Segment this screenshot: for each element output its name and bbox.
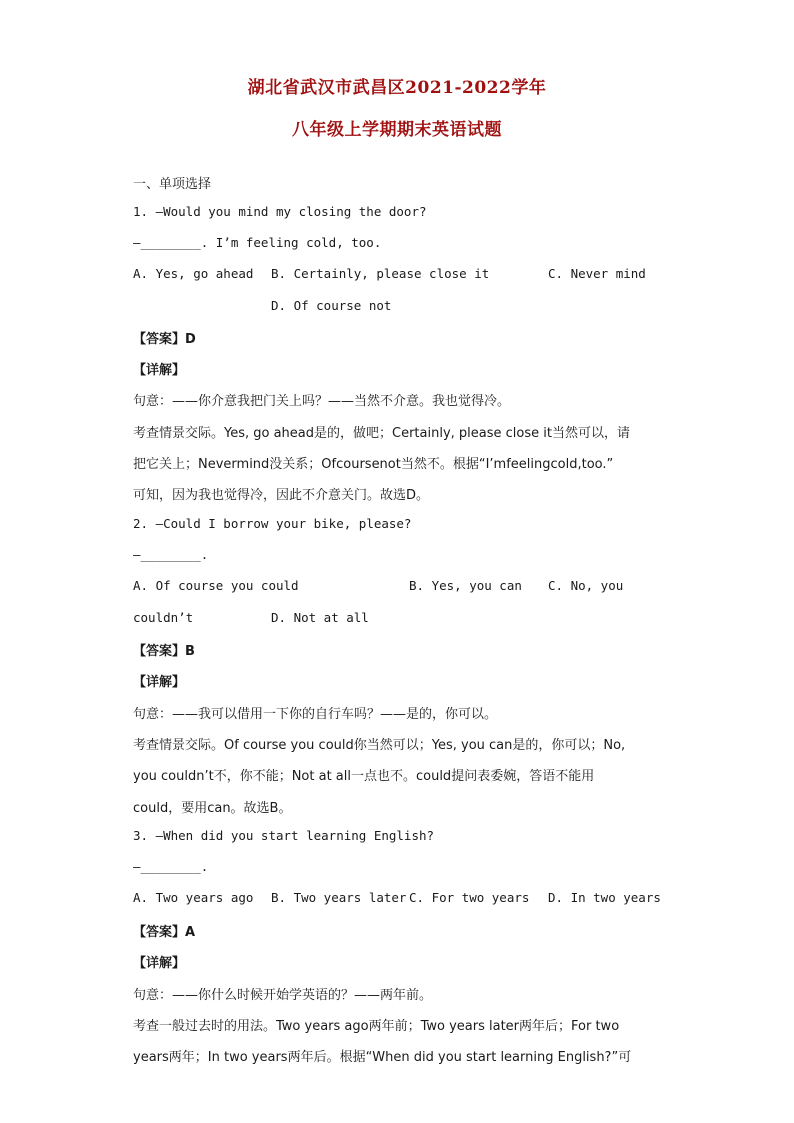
section-heading: 一、单项选择 xyxy=(133,177,212,192)
q2-answer: 【答案】B xyxy=(133,644,195,659)
q2-analysis-line: 考查情景交际。Of course you could你当然可以；Yes, you can是的，你可以；No, xyxy=(133,738,626,753)
q3-option-d: D. In two years xyxy=(548,890,661,905)
q1-analysis-line: 可知，因为我也觉得冷，因此不介意关门。故选D。 xyxy=(133,488,430,503)
document-title-line2: 八年级上学期期末英语试题 xyxy=(292,120,502,140)
q1-analysis-line: 考查情景交际。Yes, go ahead是的，做吧；Certainly, please close it当然可以，请 xyxy=(133,426,630,441)
q2-blank: —________. xyxy=(133,547,209,562)
q3-stem: 3. —When did you start learning English? xyxy=(133,828,435,843)
q2-stem: 2. —Could I borrow your bike, please? xyxy=(133,516,412,531)
q1-analysis-line: 把它关上；Nevermind没关系；Ofcoursenot当然不。根据“I’mfeelingcold,too.” xyxy=(133,457,614,472)
q3-option-b: B. Two years later xyxy=(271,890,407,905)
q2-analysis-line: you couldn’t不，你不能；Not at all一点也不。could提问表委婉，答语不能用 xyxy=(133,769,595,784)
q2-option-c: C. No, you xyxy=(548,578,624,593)
document-title-line1: 湖北省武汉市武昌区2021-2022学年 xyxy=(247,78,547,98)
q3-answer: 【答案】A xyxy=(133,925,196,940)
q2-option-c-cont: couldn’t xyxy=(133,610,194,625)
q1-stem: 1. —Would you mind my closing the door? xyxy=(133,204,427,219)
q2-meaning: 句意：——我可以借用一下你的自行车吗？——是的，你可以。 xyxy=(133,707,498,722)
q3-analysis-line: 考查一般过去时的用法。Two years ago两年前；Two years later两年后；For two xyxy=(133,1019,620,1034)
q1-blank: —________. I’m feeling cold, too. xyxy=(133,235,382,250)
q1-option-b: B. Certainly, please close it xyxy=(271,266,490,281)
q2-option-d: D. Not at all xyxy=(271,610,369,625)
q2-analysis-line: could，要用can。故选B。 xyxy=(133,801,292,816)
q1-explain-label: 【详解】 xyxy=(133,363,186,378)
q1-option-c: C. Never mind xyxy=(548,266,646,281)
q2-explain-label: 【详解】 xyxy=(133,675,186,690)
q1-answer: 【答案】D xyxy=(133,332,196,347)
q3-explain-label: 【详解】 xyxy=(133,956,186,971)
q3-analysis-line: years两年；In two years两年后。根据“When did you start learning English?”可 xyxy=(133,1050,632,1065)
q3-meaning: 句意：——你什么时候开始学英语的？——两年前。 xyxy=(133,988,433,1003)
q1-option-d: D. Of course not xyxy=(271,298,392,313)
q2-option-b: B. Yes, you can xyxy=(409,578,522,593)
q3-option-a: A. Two years ago xyxy=(133,890,254,905)
q3-option-c: C. For two years xyxy=(409,890,530,905)
q2-option-a: A. Of course you could xyxy=(133,578,299,593)
q3-blank: —________. xyxy=(133,859,209,874)
q1-option-a: A. Yes, go ahead xyxy=(133,266,254,281)
q1-meaning: 句意：——你介意我把门关上吗？——当然不介意。我也觉得冷。 xyxy=(133,394,511,409)
